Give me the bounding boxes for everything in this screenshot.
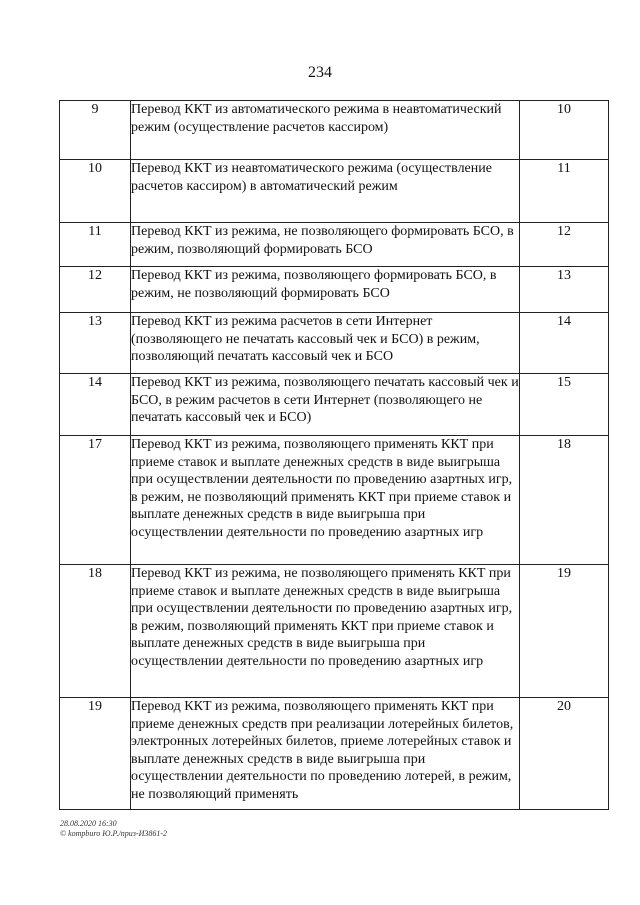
table-row: [60, 160, 609, 223]
row-number: 19: [60, 698, 131, 810]
table-row: [60, 698, 609, 810]
row-number: 11: [60, 223, 131, 267]
table-row: [60, 374, 609, 436]
row-description: Перевод ККТ из режима расчетов в сети Интернет (позволяющего не печатать кассовый чек и БСО) в режим, позволяющий печатать кассовый чек и БСО: [131, 313, 520, 374]
row-number: 10: [60, 160, 131, 223]
page-number: 234: [308, 64, 332, 81]
row-number: 17: [60, 436, 131, 565]
document-footer: [60, 819, 167, 839]
row-number: 14: [60, 374, 131, 436]
row-reference: 10: [520, 101, 609, 160]
row-number: 9: [60, 101, 131, 160]
row-description: Перевод ККТ из режима, позволяющего формировать БСО, в режим, не позволяющий формировать БСО: [131, 267, 520, 313]
row-reference: 14: [520, 313, 609, 374]
row-description: Перевод ККТ из автоматического режима в неавтоматический режим (осуществление расчетов кассиром): [131, 101, 520, 160]
row-reference: 11: [520, 160, 609, 223]
footer-timestamp: 28.08.2020 16:30: [60, 819, 117, 828]
row-description: Перевод ККТ из режима, не позволяющего применять ККТ при приеме ставок и выплате денежных средств в виде выигрыша при осуществлении деятельности по проведению азартных игр, в режим, позволяющий применять ККТ при приеме ставок и выплате денежных средств в виде выигрыша при осуществлении деятельности по проведению азартных игр: [131, 565, 520, 698]
row-reference: 18: [520, 436, 609, 565]
row-description: Перевод ККТ из режима, позволяющего применять ККТ при приеме ставок и выплате денежных средств в виде выигрыша при осуществлении деятельности по проведению азартных игр, в режим, не позволяющий применять ККТ при приеме ставок и выплате денежных средств в виде выигрыша при осуществлении деятельности по проведению азартных игр: [131, 436, 520, 565]
table-row: [60, 313, 609, 374]
row-reference: 20: [520, 698, 609, 810]
row-description: Перевод ККТ из режима, позволяющего применять ККТ при приеме денежных средств при реализации лотерейных билетов, электронных лотерейных билетов, приеме лотерейных ставок и выплате денежных средств в виде выигрыша при осуществлении деятельности по проведению лотерей, в режим, не позволяющий применять: [131, 698, 520, 810]
table-row: [60, 223, 609, 267]
row-number: 18: [60, 565, 131, 698]
procedures-table: [59, 100, 609, 810]
row-description: Перевод ККТ из режима, позволяющего печатать кассовый чек и БСО, в режим расчетов в сети Интернет (позволяющего не печатать кассовый чек и БСО): [131, 374, 520, 436]
row-reference: 19: [520, 565, 609, 698]
row-number: 13: [60, 313, 131, 374]
row-description: Перевод ККТ из неавтоматического режима (осуществление расчетов кассиром) в автоматический режим: [131, 160, 520, 223]
row-reference: 13: [520, 267, 609, 313]
table-row: [60, 565, 609, 698]
table-row: [60, 436, 609, 565]
footer-doc-id: © kompburo Ю.Р./приз-И3861-2: [60, 829, 168, 838]
row-description: Перевод ККТ из режима, не позволяющего формировать БСО, в режим, позволяющий формировать БСО: [131, 223, 520, 267]
table-row: [60, 267, 609, 313]
table-row: [60, 101, 609, 160]
row-reference: 15: [520, 374, 609, 436]
row-number: 12: [60, 267, 131, 313]
row-reference: 12: [520, 223, 609, 267]
